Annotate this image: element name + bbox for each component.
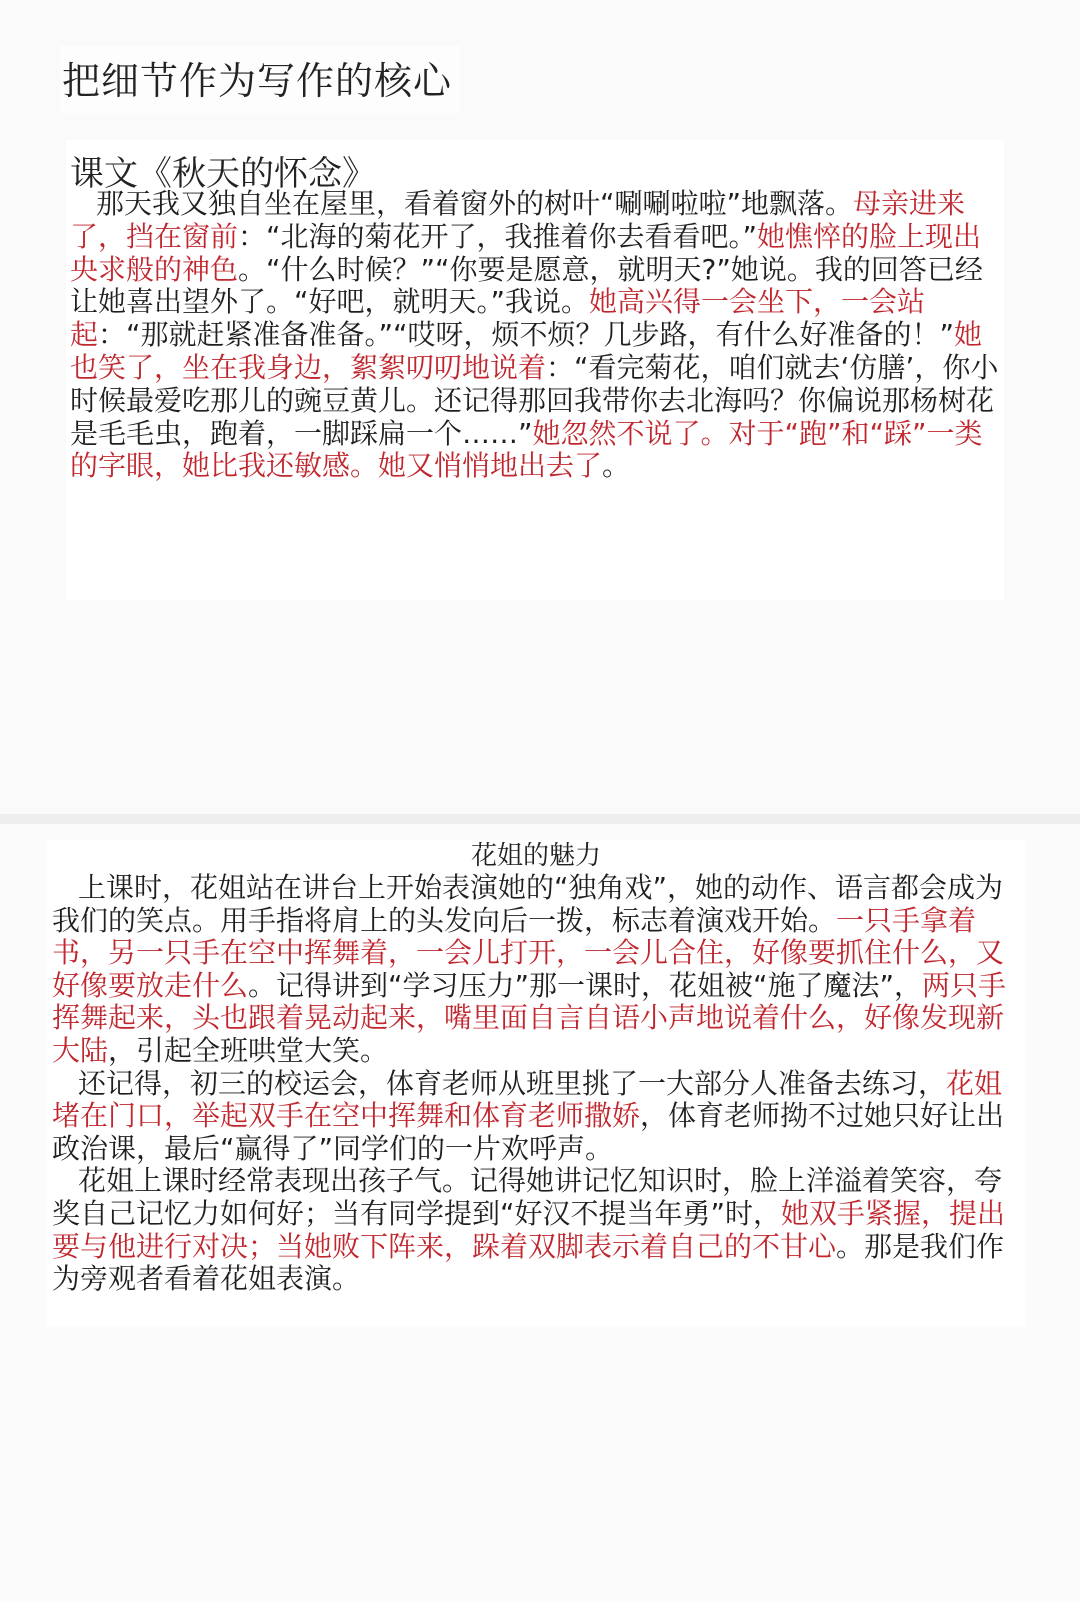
text-segment: 。那是我们作为旁观者看着花姐表演。 [52,1229,1005,1296]
highlight-segment: 两只手挥舞起来，头也跟着晃动起来，嘴里面自言自语小声地说着什么，好像发现新大陆 [52,968,1007,1067]
slide-2 [0,824,1080,1602]
text-card [66,140,1004,600]
essay-title: 花姐的魅力 [470,841,601,871]
text-segment: 上课时，花姐站在讲台上开始表演她的“独角戏”，她的动作、语言都会成为我们的笑点。用手指将肩上的头发向后一拨，标志着演戏开始。 [52,871,1004,937]
highlight-segment: 一只手拿着书，另一只手在空中挥舞着，一会儿打开，一会儿合住，好像要抓住什么，又好像要放走什么 [52,903,1005,1002]
text-segment: ，体育老师拗不过她只好让出政治课，最后“赢得了”同学们的一片欢呼声。 [52,1099,1005,1165]
text-segment: ：“看完菊花，咱们就去‘仿膳’，你小时候最爱吃那儿的豌豆黄儿。还记得那回我带你去北海吗？你偏说那杨树花是毛毛虫，跑着，一脚踩扁一个……” [70,350,999,450]
text-segment: ：“北海的菊花开了，我推着你去看看吧。” [238,219,758,253]
highlight-segment: 母亲进来了，挡在窗前 [70,187,966,253]
highlight-segment: 她忽然不说了。对于“跑”和“踩”一类的字眼，她比我还敏感。她又悄悄地出去了 [70,416,983,483]
lesson-heading: 课文《秋天的怀念》 [70,154,376,194]
essay-paragraph-2 [46,1068,1022,1166]
text-segment: 花姐上课时经常表现出孩子气。记得她讲记忆知识时，脸上洋溢着笑容，夸奖自己记忆力如何好；当有同学提到“好汉不提当年勇”时， [52,1164,1003,1230]
text-segment: 。记得讲到“学习压力”那一课时，花姐被“施了魔法”， [248,968,923,1002]
highlight-segment: 她也笑了，坐在我身边，絮絮叨叨地说着 [70,318,983,384]
highlight-segment: 花姐堵在门口，举起双手在空中挥舞和体育老师撒娇 [52,1066,1003,1133]
slide-title: 把细节作为写作的核心 [60,46,460,113]
text-segment: 。 [602,449,631,483]
highlight-segment: 她高兴得一会坐下，一会站起 [70,285,926,352]
highlight-segment: 她憔悴的脸上现出央求般的神色 [70,219,982,286]
text-segment: 那天我又独自坐在屋里，看着窗外的树叶“唰唰啦啦”地飘落。 [96,187,854,220]
text-segment: 还记得，初三的校运会，体育老师从班里挑了一大部分人准备去练习， [78,1066,947,1100]
lesson-paragraph [70,188,1000,483]
essay-paragraph-1 [46,872,1022,1068]
text-segment: 。“什么时候？”“你要是愿意，就明天?”她说。我的回答已经让她喜出望外了。“好吧，就明天。”我说。 [70,252,983,319]
essay-paragraph-3 [46,1165,1022,1295]
text-segment: ，引起全班哄堂大笑。 [108,1033,389,1067]
text-segment: ：“那就赶紧准备准备。”“哎呀，烦不烦？几步路，有什么好准备的！” [98,318,955,352]
essay-card [46,840,1026,1326]
highlight-segment: 她双手紧握，提出要与他进行对决；当她败下阵来，跺着双脚表示着自己的不甘心 [52,1196,1006,1263]
